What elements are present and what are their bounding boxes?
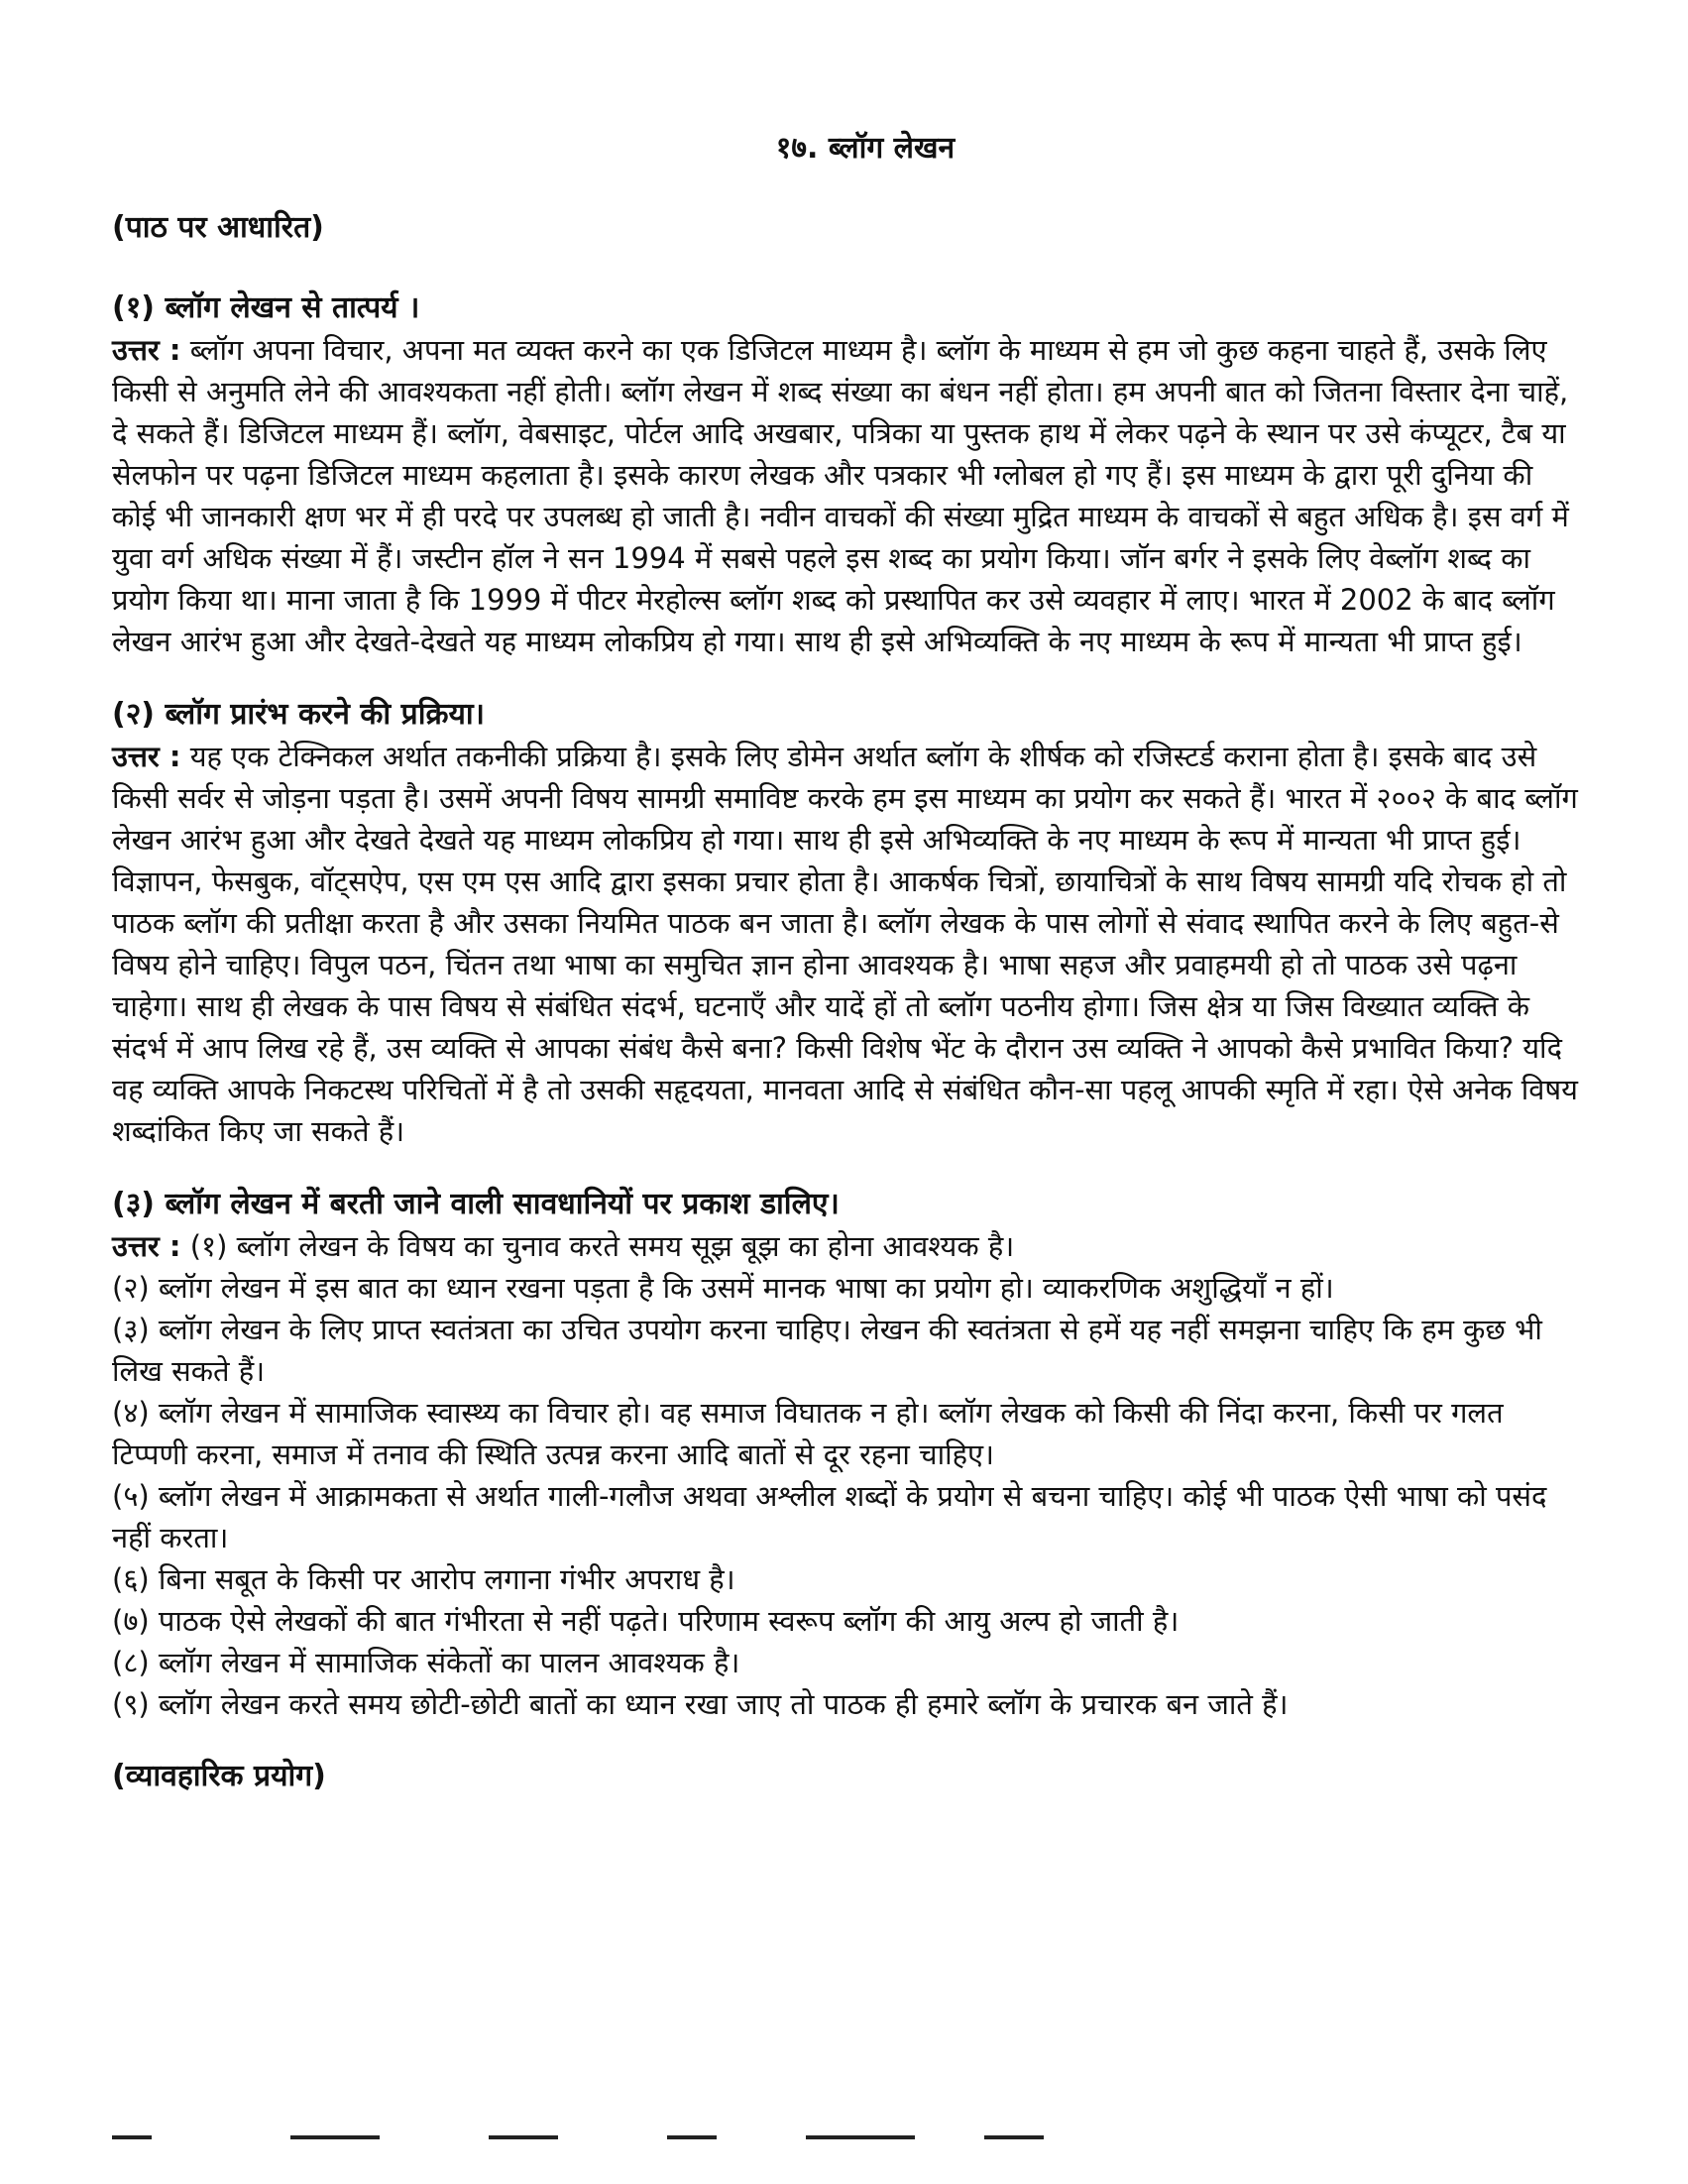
section-label: (पाठ पर आधारित) bbox=[112, 210, 324, 245]
answer-point-text: (१) ब्लॉग लेखन के विषय का चुनाव करते समय सूझ बूझ का होना आवश्यक है। bbox=[180, 1229, 1015, 1263]
clipped-glyph bbox=[290, 2135, 380, 2151]
question-2-heading: (२) ब्लॉग प्रारंभ करने की प्रक्रिया। bbox=[112, 697, 486, 732]
clipped-glyph bbox=[112, 2135, 152, 2151]
answer-label: उत्तर : bbox=[112, 1229, 181, 1263]
question-3-heading: (३) ब्लॉग लेखन में बरती जाने वाली सावधानियों पर प्रकाश डालिए। bbox=[112, 1187, 840, 1221]
answer-label: उत्तर : bbox=[112, 333, 181, 367]
clipped-glyph bbox=[489, 2135, 558, 2151]
answer-point: (४) ब्लॉग लेखन में सामाजिक स्वास्थ्य का विचार हो। वह समाज विघातक न हो। ब्लॉग लेखक को किसी की निंदा करना, किसी पर गलत टिप्पणी करना, समाज में तनाव की स्थिति उत्पन्न करना आदि बातों से दूर रहना चाहिए। bbox=[112, 1396, 1504, 1471]
answer-point: (६) बिना सबूत के किसी पर आरोप लगाना गंभीर अपराध है। bbox=[112, 1562, 735, 1596]
question-3 bbox=[112, 1184, 1579, 1725]
document-page bbox=[112, 129, 1579, 1836]
answer-point: (२) ब्लॉग लेखन में इस बात का ध्यान रखना पड़ता है कि उसमें मानक भाषा का प्रयोग हो। व्याकरणिक अशुद्धियाँ न हों। bbox=[112, 1271, 1334, 1305]
question-2 bbox=[112, 694, 1579, 1152]
answer-point: (७) पाठक ऐसे लेखकों की बात गंभीरता से नहीं पढ़ते। परिणाम स्वरूप ब्लॉग की आयु अल्प हो जाती है। bbox=[112, 1604, 1180, 1638]
question-2-answer bbox=[112, 736, 1579, 1152]
answer-text: यह एक टेक्निकल अर्थात तकनीकी प्रक्रिया है। इसके लिए डोमेन अर्थात ब्लॉग के शीर्षक को रजिस्टर्ड कराना होता है। इसके बाद उसे किसी सर्वर से जोड़ना पड़ता है। उसमें अपनी विषय सामग्री समाविष्ट करके हम इस माध्यम का प्रयोग कर सकते हैं। भारत में २००२ के बाद ब्लॉग लेखन आरंभ हुआ और देखते देखते यह माध्यम लोकप्रिय हो गया। साथ ही इसे अभिव्यक्ति के नए माध्यम के रूप में मान्यता भी प्राप्त हुई। विज्ञापन, फेसबुक, वॉट्सऐप, एस एम एस आदि द्वारा इसका प्रचार होता है। आकर्षक चित्रों, छायाचित्रों के साथ विषय सामग्री यदि रोचक हो तो पाठक ब्लॉग की प्रतीक्षा करता है और उसका नियमित पाठक बन जाता है। ब्लॉग लेखक के पास लोगों से संवाद स्थापित करने के लिए बहुत-से विषय होने चाहिए। विपुल पठन, चिंतन तथा भाषा का समुचित ज्ञान होना आवश्यक है। भाषा सहज और प्रवाहमयी हो तो पाठक उसे पढ़ना चाहेगा। साथ ही लेखक के पास विषय से संबंधित संदर्भ, घटनाएँ और यादें हों तो ब्लॉग पठनीय होगा। जिस क्षेत्र या जिस विख्यात व्यक्ति के संदर्भ में आप लिख रहे हैं, उस व्यक्ति से आपका संबंध कैसे बना? किसी विशेष भेंट के दौरान उस व्यक्ति ने आपको कैसे प्रभावित किया? यदि वह व्यक्ति आपके निकटस्थ परिचितों में है तो उसकी सहृदयता, मानवता आदि से संबंधित कौन-सा पहलू आपकी स्मृति में रहा। ऐसे अनेक विषय शब्दांकित किए जा सकते हैं। bbox=[112, 740, 1578, 1148]
answer-point bbox=[112, 1225, 1579, 1267]
question-1 bbox=[112, 287, 1579, 662]
answer-text: ब्लॉग अपना विचार, अपना मत व्यक्त करने का एक डिजिटल माध्यम है। ब्लॉग के माध्यम से हम जो कुछ कहना चाहते हैं, उसके लिए किसी से अनुमति लेने की आवश्यकता नहीं होती। ब्लॉग लेखन में शब्द संख्या का बंधन नहीं होता। हम अपनी बात को जितना विस्तार देना चाहें, दे सकते हैं। डिजिटल माध्यम हैं। ब्लॉग, वेबसाइट, पोर्टल आदि अखबार, पत्रिका या पुस्तक हाथ में लेकर पढ़ने के स्थान पर उसे कंप्यूटर, टैब या सेलफोन पर पढ़ना डिजिटल माध्यम कहलाता है। इसके कारण लेखक और पत्रकार भी ग्लोबल हो गए हैं। इस माध्यम के द्वारा पूरी दुनिया की कोई भी जानकारी क्षण भर में ही परदे पर उपलब्ध हो जाती है। नवीन वाचकों की संख्या मुद्रित माध्यम के वाचकों से बहुत अधिक है। इस वर्ग में युवा वर्ग अधिक संख्या में हैं। जस्टीन हॉल ने सन 1994 में सबसे पहले इस शब्द का प्रयोग किया। जॉन बर्गर ने इसके लिए वेब्लॉग शब्द का प्रयोग किया था। माना जाता है कि 1999 में पीटर मेरहोल्स ब्लॉग शब्द को प्रस्थापित कर उसे व्यवहार में लाए। भारत में 2002 के बाद ब्लॉग लेखन आरंभ हुआ और देखते-देखते यह माध्यम लोकप्रिय हो गया। साथ ही इसे अभिव्यक्ति के नए माध्यम के रूप में मान्यता भी प्राप्त हुई। bbox=[112, 333, 1569, 658]
answer-point: (५) ब्लॉग लेखन में आक्रामकता से अर्थात गाली-गलौज अथवा अश्लील शब्दों के प्रयोग से बचना चाहिए। कोई भी पाठक ऐसी भाषा को पसंद नहीं करता। bbox=[112, 1479, 1547, 1554]
clipped-text-line bbox=[112, 2122, 1579, 2151]
answer-point: (९) ब्लॉग लेखन करते समय छोटी-छोटी बातों का ध्यान रखा जाए तो पाठक ही हमारे ब्लॉग के प्रचारक बन जाते हैं। bbox=[112, 1687, 1289, 1721]
answer-point: (३) ब्लॉग लेखन के लिए प्राप्त स्वतंत्रता का उचित उपयोग करना चाहिए। लेखन की स्वतंत्रता से हमें यह नहीं समझना चाहिए कि हम कुछ भी लिख सकते हैं। bbox=[112, 1313, 1542, 1388]
answer-point: (८) ब्लॉग लेखन में सामाजिक संकेतों का पालन आवश्यक है। bbox=[112, 1646, 740, 1679]
practical-section-label: (व्यावहारिक प्रयोग) bbox=[112, 1759, 326, 1793]
clipped-glyph bbox=[667, 2135, 717, 2151]
clipped-glyph bbox=[984, 2135, 1044, 2151]
clipped-glyph bbox=[806, 2135, 915, 2151]
page-title: १७. ब्लॉग लेखन bbox=[775, 131, 956, 166]
answer-label: उत्तर : bbox=[112, 740, 181, 773]
question-1-heading: (१) ब्लॉग लेखन से तात्पर्य । bbox=[112, 290, 420, 325]
question-1-answer bbox=[112, 329, 1579, 662]
